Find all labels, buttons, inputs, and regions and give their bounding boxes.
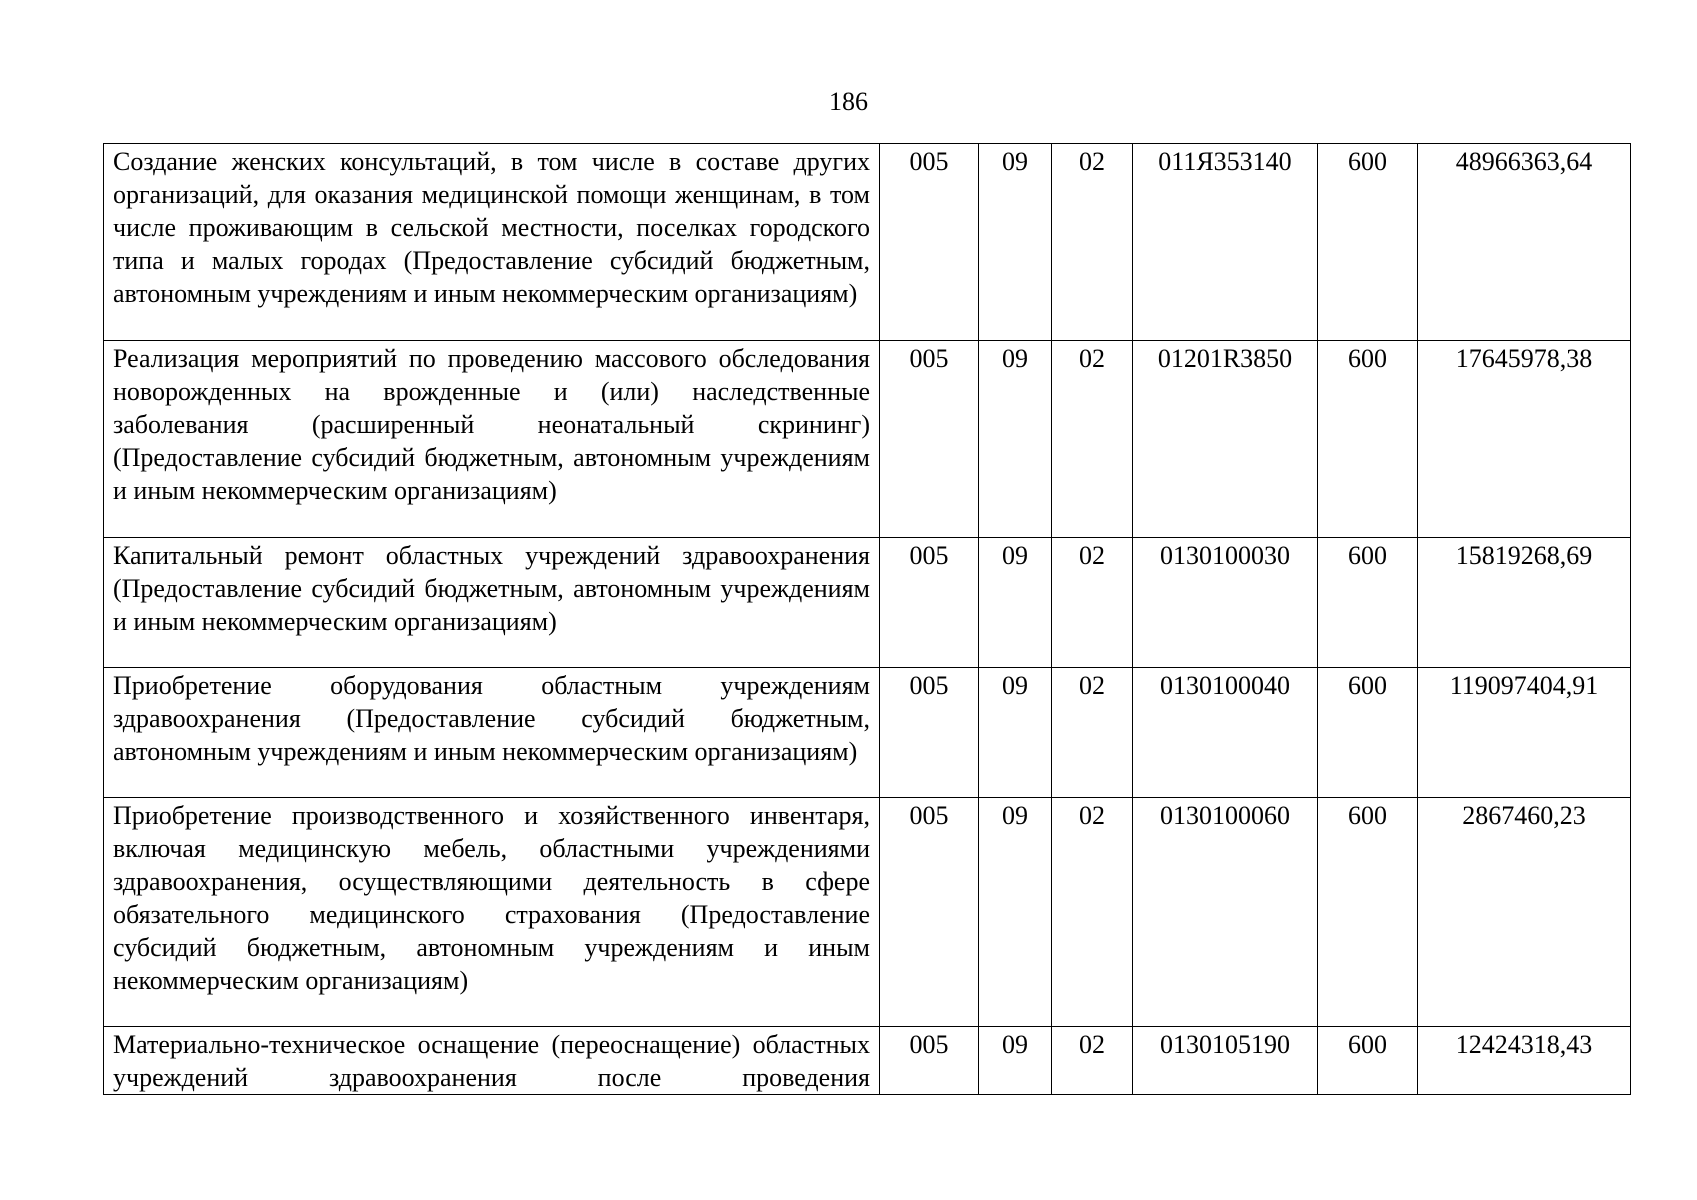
expense-description: Реализация мероприятий по проведению массового обследования новорожденных на врожденные и (или) наследственные заболевания (расширенный неонатальный скрининг) (Предоставление субсидий бюджетным, автономным учреждениям и иным некоммерческим организациям) [104,341,880,538]
table-row [104,144,1631,341]
expense-description: Капитальный ремонт областных учреждений здравоохранения (Предоставление субсидий бюджетным, автономным учреждениям и иным некоммерческим организациям) [104,538,880,668]
expense-description: Создание женских консультаций, в том числе в составе других организаций, для оказания медицинской помощи женщинам, в том числе проживающим в сельской местности, поселках городского типа и малых городах (Предоставление субсидий бюджетным, автономным учреждениям и иным некоммерческим организациям) [104,144,880,341]
subsection-code: 02 [1052,144,1133,341]
table-row [104,538,1631,668]
page-number: 186 [829,87,868,116]
amount: 12424318,43 [1418,1027,1631,1095]
budget-table [103,143,1631,1095]
table-row [104,341,1631,538]
ministry-code: 005 [880,144,979,341]
amount: 119097404,91 [1418,668,1631,798]
expense-description: Материально-техническое оснащение (переоснащение) областных учреждений здравоохранения после проведения [104,1027,880,1095]
section-code: 09 [979,341,1052,538]
target-article-code: 0130100060 [1133,798,1318,1027]
expense-type-code: 600 [1318,538,1418,668]
expense-type-code: 600 [1318,668,1418,798]
ministry-code: 005 [880,538,979,668]
subsection-code: 02 [1052,798,1133,1027]
section-code: 09 [979,798,1052,1027]
expense-type-code: 600 [1318,1027,1418,1095]
ministry-code: 005 [880,668,979,798]
target-article-code: 0130105190 [1133,1027,1318,1095]
section-code: 09 [979,538,1052,668]
ministry-code: 005 [880,798,979,1027]
target-article-code: 011Я353140 [1133,144,1318,341]
table-row [104,668,1631,798]
subsection-code: 02 [1052,668,1133,798]
ministry-code: 005 [880,341,979,538]
target-article-code: 0130100030 [1133,538,1318,668]
amount: 2867460,23 [1418,798,1631,1027]
expense-description: Приобретение производственного и хозяйственного инвентаря, включая медицинскую мебель, областными учреждениями здравоохранения, осуществляющими деятельность в сфере обязательного медицинского страхования (Предоставление субсидий бюджетным, автономным учреждениям и иным некоммерческим организациям) [104,798,880,1027]
expense-type-code: 600 [1318,341,1418,538]
amount: 15819268,69 [1418,538,1631,668]
subsection-code: 02 [1052,538,1133,668]
table-row [104,798,1631,1027]
expense-type-code: 600 [1318,798,1418,1027]
amount: 17645978,38 [1418,341,1631,538]
expense-type-code: 600 [1318,144,1418,341]
section-code: 09 [979,1027,1052,1095]
subsection-code: 02 [1052,1027,1133,1095]
subsection-code: 02 [1052,341,1133,538]
expense-description: Приобретение оборудования областным учреждениям здравоохранения (Предоставление субсидий бюджетным, автономным учреждениям и иным некоммерческим организациям) [104,668,880,798]
target-article-code: 0130100040 [1133,668,1318,798]
target-article-code: 01201R3850 [1133,341,1318,538]
amount: 48966363,64 [1418,144,1631,341]
table-row [104,1027,1631,1095]
ministry-code: 005 [880,1027,979,1095]
section-code: 09 [979,668,1052,798]
section-code: 09 [979,144,1052,341]
